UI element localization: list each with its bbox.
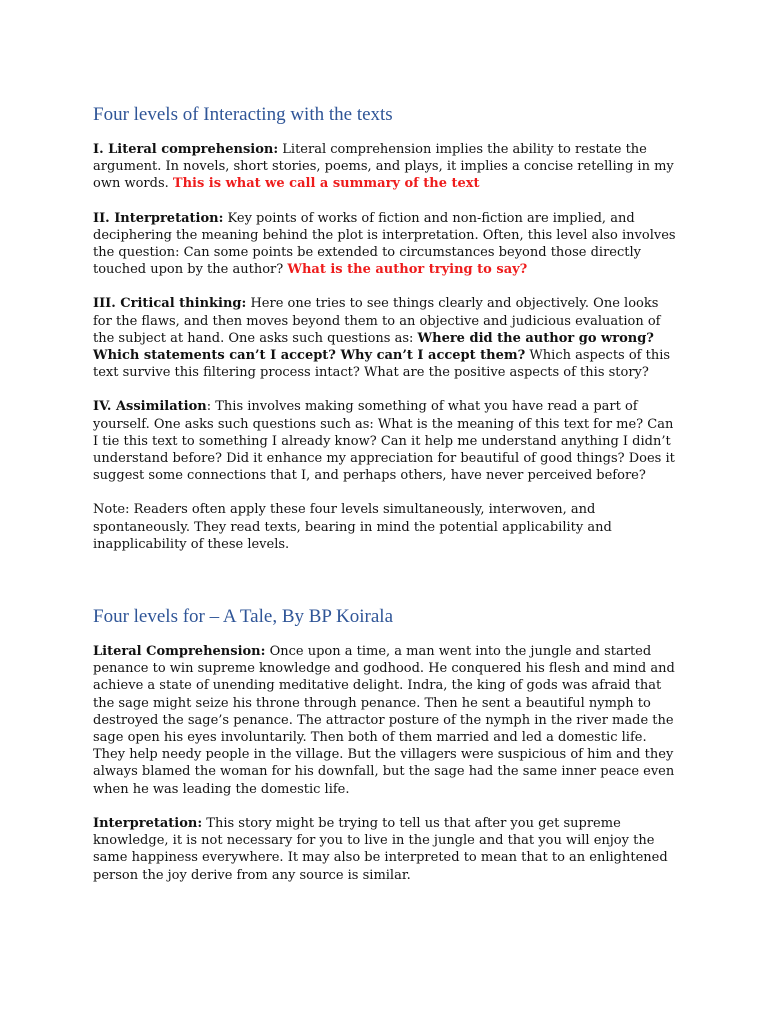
section-heading: Four levels for – A Tale, By BP Koirala xyxy=(93,606,394,628)
paragraph-label: III. Critical thinking: xyxy=(93,296,247,312)
highlight-text: This is what we call a summary of the text xyxy=(172,176,480,192)
bold-questions: Where did the author go wrong? Which statements can’t I accept? Why can’t I accept them? xyxy=(93,330,654,364)
paragraph-text: Once upon a time, a man went into the jungle and started penance to win supreme knowledge and godhood. He conquered his flesh and mind and achieve a state of unending meditative delight. Indra, the king of gods was afraid that the sage might seize his throne through penance. Then he sent a beautiful nymph to destroyed the sage’s penance. The attractor posture of the nymph in the river made the sage open his eyes involuntarily. Then both of them married and led a domestic life. They help needy people in the village. But the villagers were suspicious of him and they always blamed the woman for his downfall, but the sage had the same inner peace even when he was leading the domestic life. xyxy=(93,644,675,797)
paragraph-label: Interpretation: xyxy=(93,815,203,831)
paragraph-tale-interpretation xyxy=(93,815,678,884)
document-page xyxy=(93,103,678,901)
paragraph-label: Literal Comprehension: xyxy=(93,644,266,660)
paragraph-text: Key points of works of fiction and non-fiction are implied, and deciphering the meaning behind the plot is interpretation. Often, this level also involves the question: Can some points be extended to circumstances beyond those directly touched upon by the author? xyxy=(93,210,676,278)
paragraph-text: Literal comprehension implies the ability to restate the argument. In novels, short stories, poems, and plays, it implies a concise retelling in my own words. xyxy=(93,142,674,192)
paragraph-critical-thinking xyxy=(93,295,678,381)
paragraph-text-2: Which aspects of this text survive this filtering process intact? What are the positive aspects of this story? xyxy=(93,348,671,381)
paragraph-label: II. Interpretation: xyxy=(93,210,224,226)
paragraph-text: This story might be trying to tell us that after you get supreme knowledge, it is not necessary for you to live in the jungle and that you will enjoy the same happiness everywhere. It may also be interpreted to mean that to an enlightened person the joy derive from any source is similar. xyxy=(93,815,668,883)
section-heading: Four levels of Interacting with the texts xyxy=(93,104,393,125)
paragraph-text: Here one tries to see things clearly and objectively. One looks for the flaws, and then moves beyond them to an objective and judicious evaluation of the subject at hand. One asks such questions as: xyxy=(93,296,661,346)
paragraph-note: Note: Readers often apply these four levels simultaneously, interwoven, and spontaneously. They read texts, bearing in mind the potential applicability and inapplicability of these levels. xyxy=(93,502,612,552)
highlight-text: What is the author trying to say? xyxy=(287,262,528,278)
paragraph-literal-comprehension xyxy=(93,141,678,193)
paragraph-label: IV. Assimilation xyxy=(93,399,207,415)
paragraph-label: I. Literal comprehension: xyxy=(93,142,279,157)
paragraph-text: : This involves making something of what you have read a part of yourself. One asks such questions such as: What is the meaning of this text for me? Can I tie this text to something I already know? Can it help me understand anything I didn’t understand before? Did it enhance my appreciation for beautiful of good things? Does it suggest some connections that I, and perhaps others, have never perceived before? xyxy=(93,399,675,484)
paragraph-tale-literal xyxy=(93,643,678,798)
paragraph-assimilation xyxy=(93,398,678,484)
paragraph-interpretation xyxy=(93,210,678,279)
